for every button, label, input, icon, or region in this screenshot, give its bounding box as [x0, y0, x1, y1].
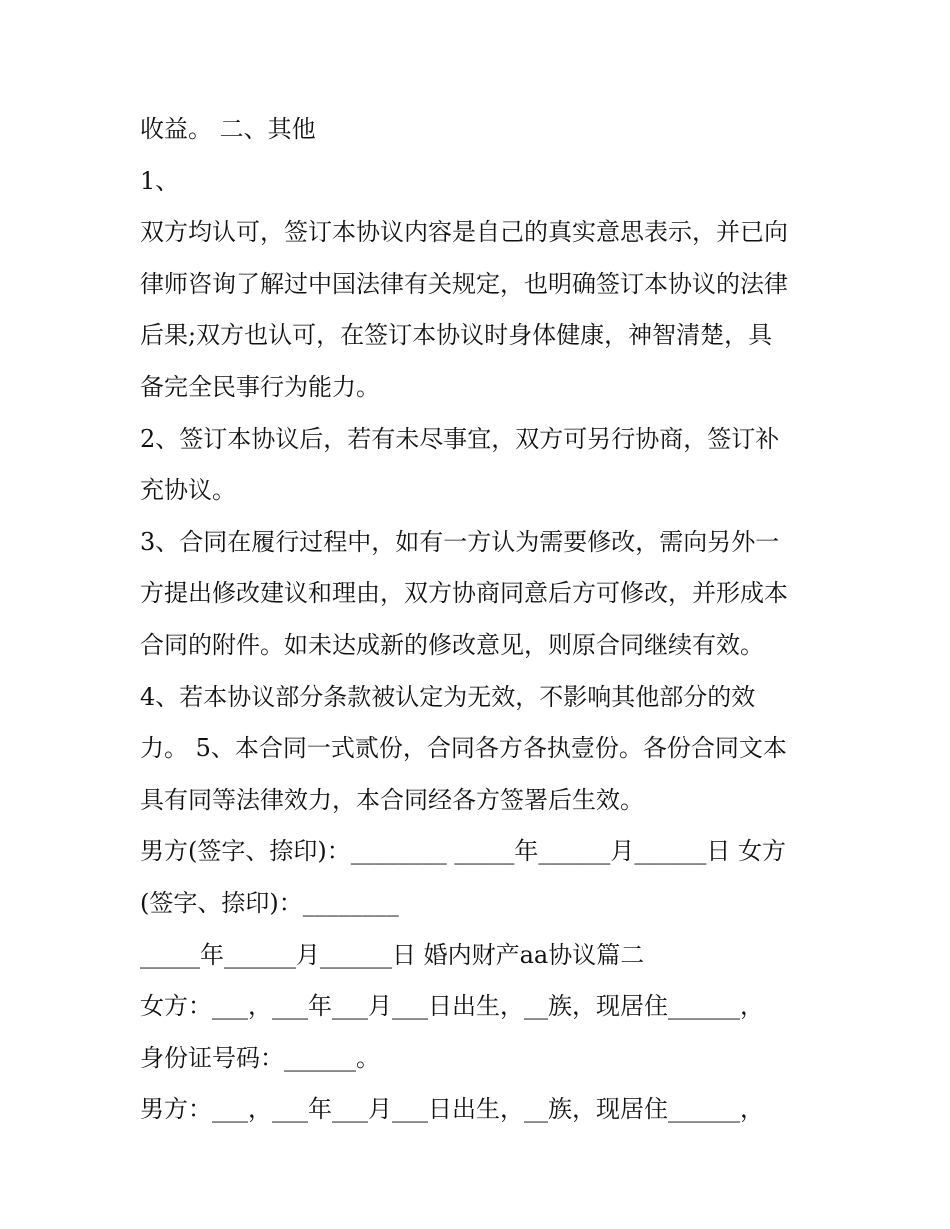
text-line: 3、合同在履行过程中，如有一方认为需要修改，需向另外一: [140, 527, 780, 556]
text-line: 2、签订本协议后，若有未尽事宜，双方可另行协商，签订补: [140, 424, 780, 453]
document-body: [140, 104, 820, 1136]
party-male-info: 男方：___，___年___月___日出生，__族，现居住______，: [140, 1095, 764, 1124]
text-line: 备完全民事行为能力。: [140, 372, 380, 401]
text-line: 双方均认可，签订本协议内容是自己的真实意思表示，并已向: [140, 218, 788, 247]
party-female-info: 女方：___，___年___月___日出生，__族，现居住______，: [140, 992, 764, 1021]
text-line: 方提出修改建议和理由，双方协商同意后方可修改，并形成本: [140, 579, 788, 608]
text-line: 4、若本协议部分条款被认定为无效，不影响其他部分的效: [140, 682, 756, 711]
date-line-and-heading: _____年______月______日 婚内财产aa协议篇二: [140, 940, 645, 969]
signature-line-male: 男方(签字、捺印)：________ _____年______月______日 女方: [140, 837, 786, 866]
text-line: 律师咨询了解过中国法律有关规定，也明确签订本协议的法律: [140, 269, 788, 298]
text-line: 具有同等法律效力，本合同经各方签署后生效。: [140, 785, 644, 814]
signature-line-female: (签字、捺印)：________: [140, 888, 399, 917]
text-line: 合同的附件。如未达成新的修改意见，则原合同继续有效。: [140, 630, 764, 659]
text-line: 充协议。: [140, 476, 236, 505]
text-line: 收益。 二、其他: [140, 115, 316, 143]
id-number-line: 身份证号码：______。: [140, 1043, 380, 1072]
text-line: 后果;双方也认可，在签订本协议时身体健康，神智清楚，具: [140, 321, 773, 350]
text-line: 力。 5、本合同一式贰份，合同各方各执壹份。各份合同文本: [140, 734, 787, 763]
text-line: 1、: [140, 166, 180, 195]
